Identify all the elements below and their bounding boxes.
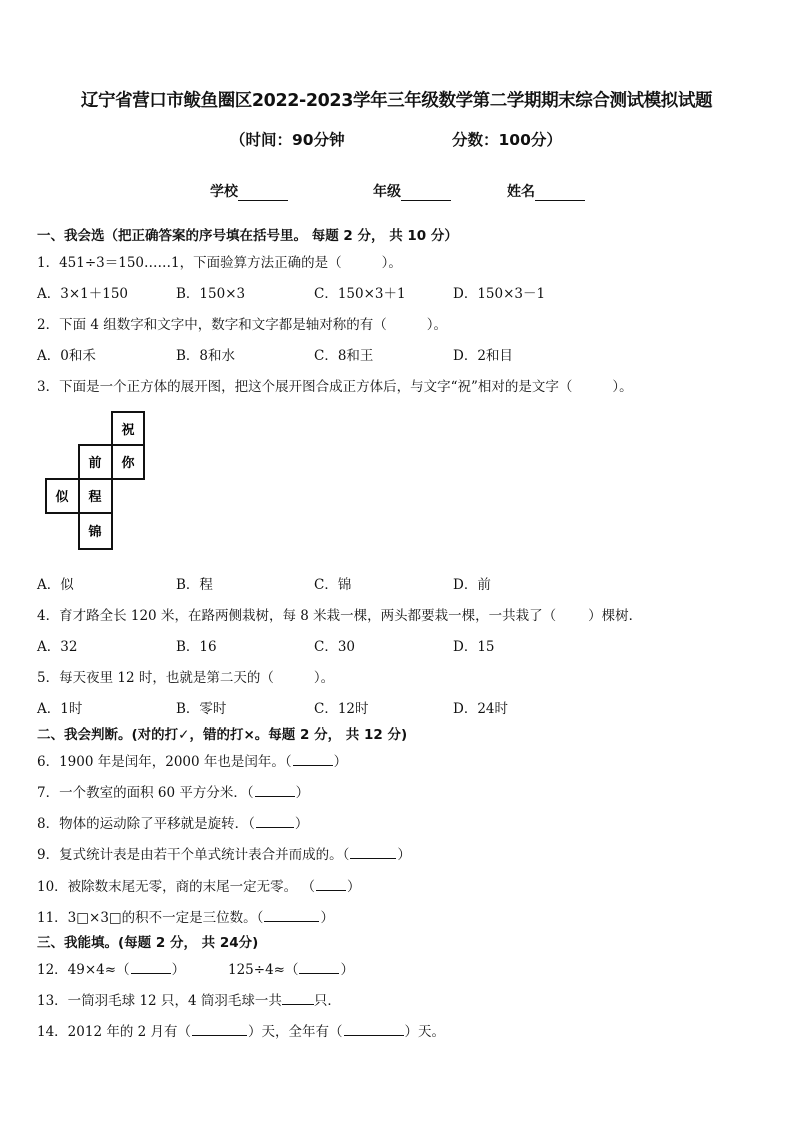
- q1-option-d: D．150×3－1: [453, 286, 546, 302]
- q4-option-a: A．32: [37, 639, 78, 655]
- school-blank[interactable]: [238, 186, 288, 201]
- question-5: 5．每天夜里 12 时，也就是第二天的（ ）。: [37, 670, 335, 686]
- name-blank[interactable]: [535, 186, 585, 201]
- net-char-cheng: 程: [88, 490, 102, 505]
- q5-option-c: C．12时: [314, 701, 369, 717]
- answer-blank[interactable]: [282, 992, 314, 1005]
- answer-blank[interactable]: [350, 846, 396, 859]
- question-7: 7．一个教室的面积 60 平方分米．（ ）: [37, 785, 310, 801]
- question-1: 1．451÷3＝150……1，下面验算方法正确的是（ ）。: [37, 255, 402, 271]
- q1-option-b: B．150×3: [176, 286, 246, 302]
- q4-option-d: D．15: [453, 639, 495, 655]
- answer-blank-year[interactable]: [344, 1023, 404, 1036]
- answer-blank[interactable]: [557, 608, 587, 620]
- question-10: 10．被除数末尾无零，商的末尾一定无零。 （ ）: [37, 879, 361, 895]
- q3-option-a: A．似: [37, 577, 74, 593]
- answer-blank[interactable]: [264, 909, 319, 922]
- answer-blank[interactable]: [131, 961, 171, 974]
- grade-field[interactable]: [373, 181, 451, 201]
- q5-option-b: B．零时: [176, 701, 227, 717]
- question-4: 4．育才路全长 120 米，在路两侧栽树，每 8 米栽一棵，两头都要栽一棵，一共栽了（ ）棵树．: [37, 608, 643, 624]
- grade-blank[interactable]: [401, 186, 451, 201]
- question-9: 9．复式统计表是由若干个单式统计表合并而成的。（ ）: [37, 847, 411, 863]
- q2-option-b: B．8和水: [176, 348, 236, 364]
- question-14: 14．2012 年的 2 月有（ ）天，全年有（ ）天。: [37, 1024, 445, 1040]
- net-char-qian: 前: [88, 456, 102, 471]
- answer-blank[interactable]: [256, 815, 294, 828]
- question-6: 6．1900 年是闰年，2000 年也是闰年。（ ）: [37, 754, 348, 770]
- q4-option-c: C．30: [314, 639, 356, 655]
- answer-blank-feb[interactable]: [192, 1023, 247, 1036]
- question-3: 3．下面是一个正方体的展开图，把这个展开图合成正方体后，与文字“祝”相对的是文字（ ）。: [37, 379, 633, 395]
- net-char-zhu: 祝: [121, 423, 135, 438]
- q3-option-d: D．前: [453, 577, 491, 593]
- name-label: 姓名: [507, 184, 535, 200]
- name-field[interactable]: [507, 181, 585, 201]
- q5-option-a: A．1时: [37, 701, 83, 717]
- q2-option-c: C．8和王: [314, 348, 374, 364]
- time-label: （时间：90分钟: [230, 131, 345, 149]
- q1-option-a: A．3×1＋150: [37, 286, 129, 302]
- section-2-heading: 二、我会判断。(对的打✓，错的打×。每题 2 分， 共 12 分): [37, 727, 408, 743]
- answer-blank[interactable]: [343, 255, 381, 267]
- school-field[interactable]: [210, 181, 288, 201]
- answer-blank[interactable]: [275, 670, 313, 682]
- net-char-ni: 你: [121, 456, 135, 471]
- question-2: 2．下面 4 组数字和文字中，数字和文字都是轴对称的有（ ）。: [37, 317, 448, 333]
- question-8: 8．物体的运动除了平移就是旋转．（ ）: [37, 816, 309, 832]
- answer-blank[interactable]: [299, 961, 339, 974]
- grade-label: 年级: [373, 184, 401, 200]
- net-char-si: 似: [55, 490, 69, 505]
- question-12-part-2: 125÷4≈（ ）: [228, 962, 354, 978]
- answer-blank[interactable]: [316, 878, 346, 891]
- q3-option-c: C．锦: [314, 577, 352, 593]
- q5-option-d: D．24时: [453, 701, 509, 717]
- q3-option-b: B．程: [176, 577, 213, 593]
- cube-net-figure: [44, 410, 148, 552]
- answer-blank[interactable]: [255, 784, 295, 797]
- question-12-part-1: 12．49×4≈（ ）: [37, 962, 186, 978]
- answer-blank[interactable]: [573, 379, 611, 391]
- question-13: 13．一筒羽毛球 12 只，4 筒羽毛球一共 只．: [37, 993, 341, 1009]
- question-11: 11．3□×3□的积不一定是三位数。（ ）: [37, 910, 334, 926]
- answer-blank[interactable]: [388, 317, 426, 329]
- section-1-heading: 一、我会选（把正确答案的序号填在括号里。 每题 2 分， 共 10 分）: [37, 228, 458, 244]
- answer-blank[interactable]: [293, 753, 333, 766]
- score-label: 分数：100分）: [452, 131, 562, 149]
- net-char-jin: 锦: [88, 525, 102, 540]
- school-label: 学校: [210, 184, 238, 200]
- q1-option-c: C．150×3＋1: [314, 286, 406, 302]
- q4-option-b: B．16: [176, 639, 217, 655]
- q2-option-a: A．0和禾: [37, 348, 96, 364]
- section-3-heading: 三、我能填。(每题 2 分， 共 24分): [37, 935, 259, 951]
- page-title: 辽宁省营口市鲅鱼圈区2022-2023学年三年级数学第二学期期末综合测试模拟试题: [80, 91, 713, 111]
- q2-option-d: D．2和目: [453, 348, 513, 364]
